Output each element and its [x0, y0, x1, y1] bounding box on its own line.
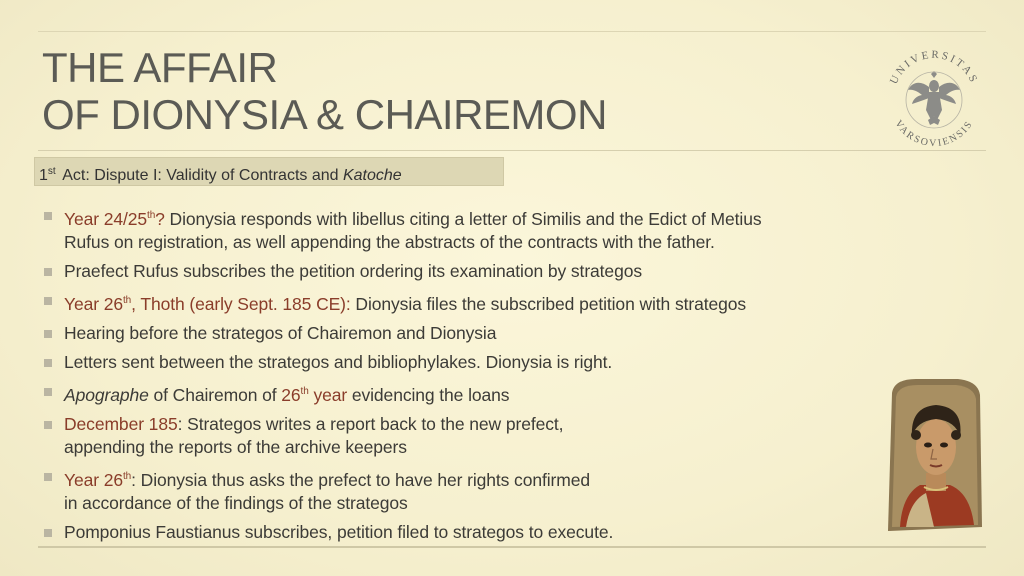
bullet-marker: [44, 473, 52, 481]
bullet-marker: [44, 212, 52, 220]
bullet-marker: [44, 297, 52, 305]
bullet-date-suffix: th: [147, 210, 156, 221]
bullet-item: [42, 351, 972, 374]
bullet-year-word: year: [308, 385, 348, 405]
bullet-text: Letters sent between the strategos and bibliophylakes. Dionysia is right.: [64, 352, 613, 372]
title-line-1: THE AFFAIR: [42, 44, 278, 91]
bullet-marker: [44, 421, 52, 429]
bullet-list: [42, 204, 972, 550]
bullet-item: [42, 521, 972, 544]
bullet-marker: [44, 388, 52, 396]
subtitle-ordinal-suffix: st: [47, 166, 56, 177]
bullet-date-suffix: th: [123, 471, 132, 482]
seal-bottom-text: VARSOVIENSIS: [892, 118, 976, 150]
fayum-portrait-image: [886, 377, 984, 535]
bullet-date: Year 24/25: [64, 209, 148, 229]
bullet-marker: [44, 529, 52, 537]
bottom-divider: [38, 546, 986, 548]
title-line-2: OF DIONYSIA & CHAIREMON: [42, 91, 607, 138]
bullet-text: : Strategos writes a report back to the new prefect,: [177, 414, 564, 434]
subtitle-italic: Katoche: [342, 167, 402, 184]
title-divider: [38, 150, 986, 151]
university-seal-logo: [880, 40, 988, 152]
bullet-text: : Dionysia thus asks the prefect to have her rights confirmed: [131, 470, 590, 490]
bullet-marker: [44, 268, 52, 276]
bullet-text-continued: in accordance of the findings of the strategos: [64, 493, 408, 513]
bullet-date-suffix: th: [123, 295, 132, 306]
bullet-item: [42, 260, 972, 283]
bullet-text: Hearing before the strategos of Chairemon and Dionysia: [64, 323, 497, 343]
bullet-date: Year 26: [64, 294, 123, 314]
bullet-text: of Chairemon of: [148, 385, 282, 405]
subtitle-ordinal: 1: [39, 167, 48, 184]
bullet-item: [42, 204, 972, 254]
seal-top-text: UNIVERSITAS: [887, 48, 981, 87]
bullet-item: [42, 380, 972, 407]
bullet-text-continued: appending the reports of the archive keepers: [64, 437, 407, 457]
bullet-term: Apographe: [64, 385, 149, 405]
bullet-date: December 185: [64, 414, 178, 434]
bullet-date: Year 26: [64, 470, 123, 490]
bullet-item: [42, 413, 972, 459]
bullet-year-suffix: th: [300, 386, 309, 397]
bullet-text: Dionysia files the subscribed petition with strategos: [350, 294, 747, 314]
bullet-text-end: evidencing the loans: [347, 385, 510, 405]
bullet-text-continued: Rufus on registration, as well appending the abstracts of the contracts with the father.: [64, 232, 715, 252]
bullet-item: [42, 322, 972, 345]
top-divider: [38, 31, 986, 32]
bullet-item: [42, 465, 972, 515]
bullet-text: Dionysia responds with libellus citing a letter of Similis and the Edict of Metius: [164, 209, 762, 229]
subtitle-text: Act: Dispute I: Validity of Contracts and: [58, 167, 343, 184]
bullet-marker: [44, 330, 52, 338]
slide-title: [42, 44, 607, 138]
bullet-date-mark: ?: [155, 209, 165, 229]
bullet-text: Pomponius Faustianus subscribes, petition filed to strategos to execute.: [64, 522, 614, 542]
bullet-text: Praefect Rufus subscribes the petition ordering its examination by strategos: [64, 261, 642, 281]
bullet-item: [42, 289, 972, 316]
section-subtitle: [34, 157, 504, 186]
bullet-date-detail: , Thoth (early Sept. 185 CE):: [131, 294, 351, 314]
bullet-marker: [44, 359, 52, 367]
bullet-year: 26: [281, 385, 301, 405]
